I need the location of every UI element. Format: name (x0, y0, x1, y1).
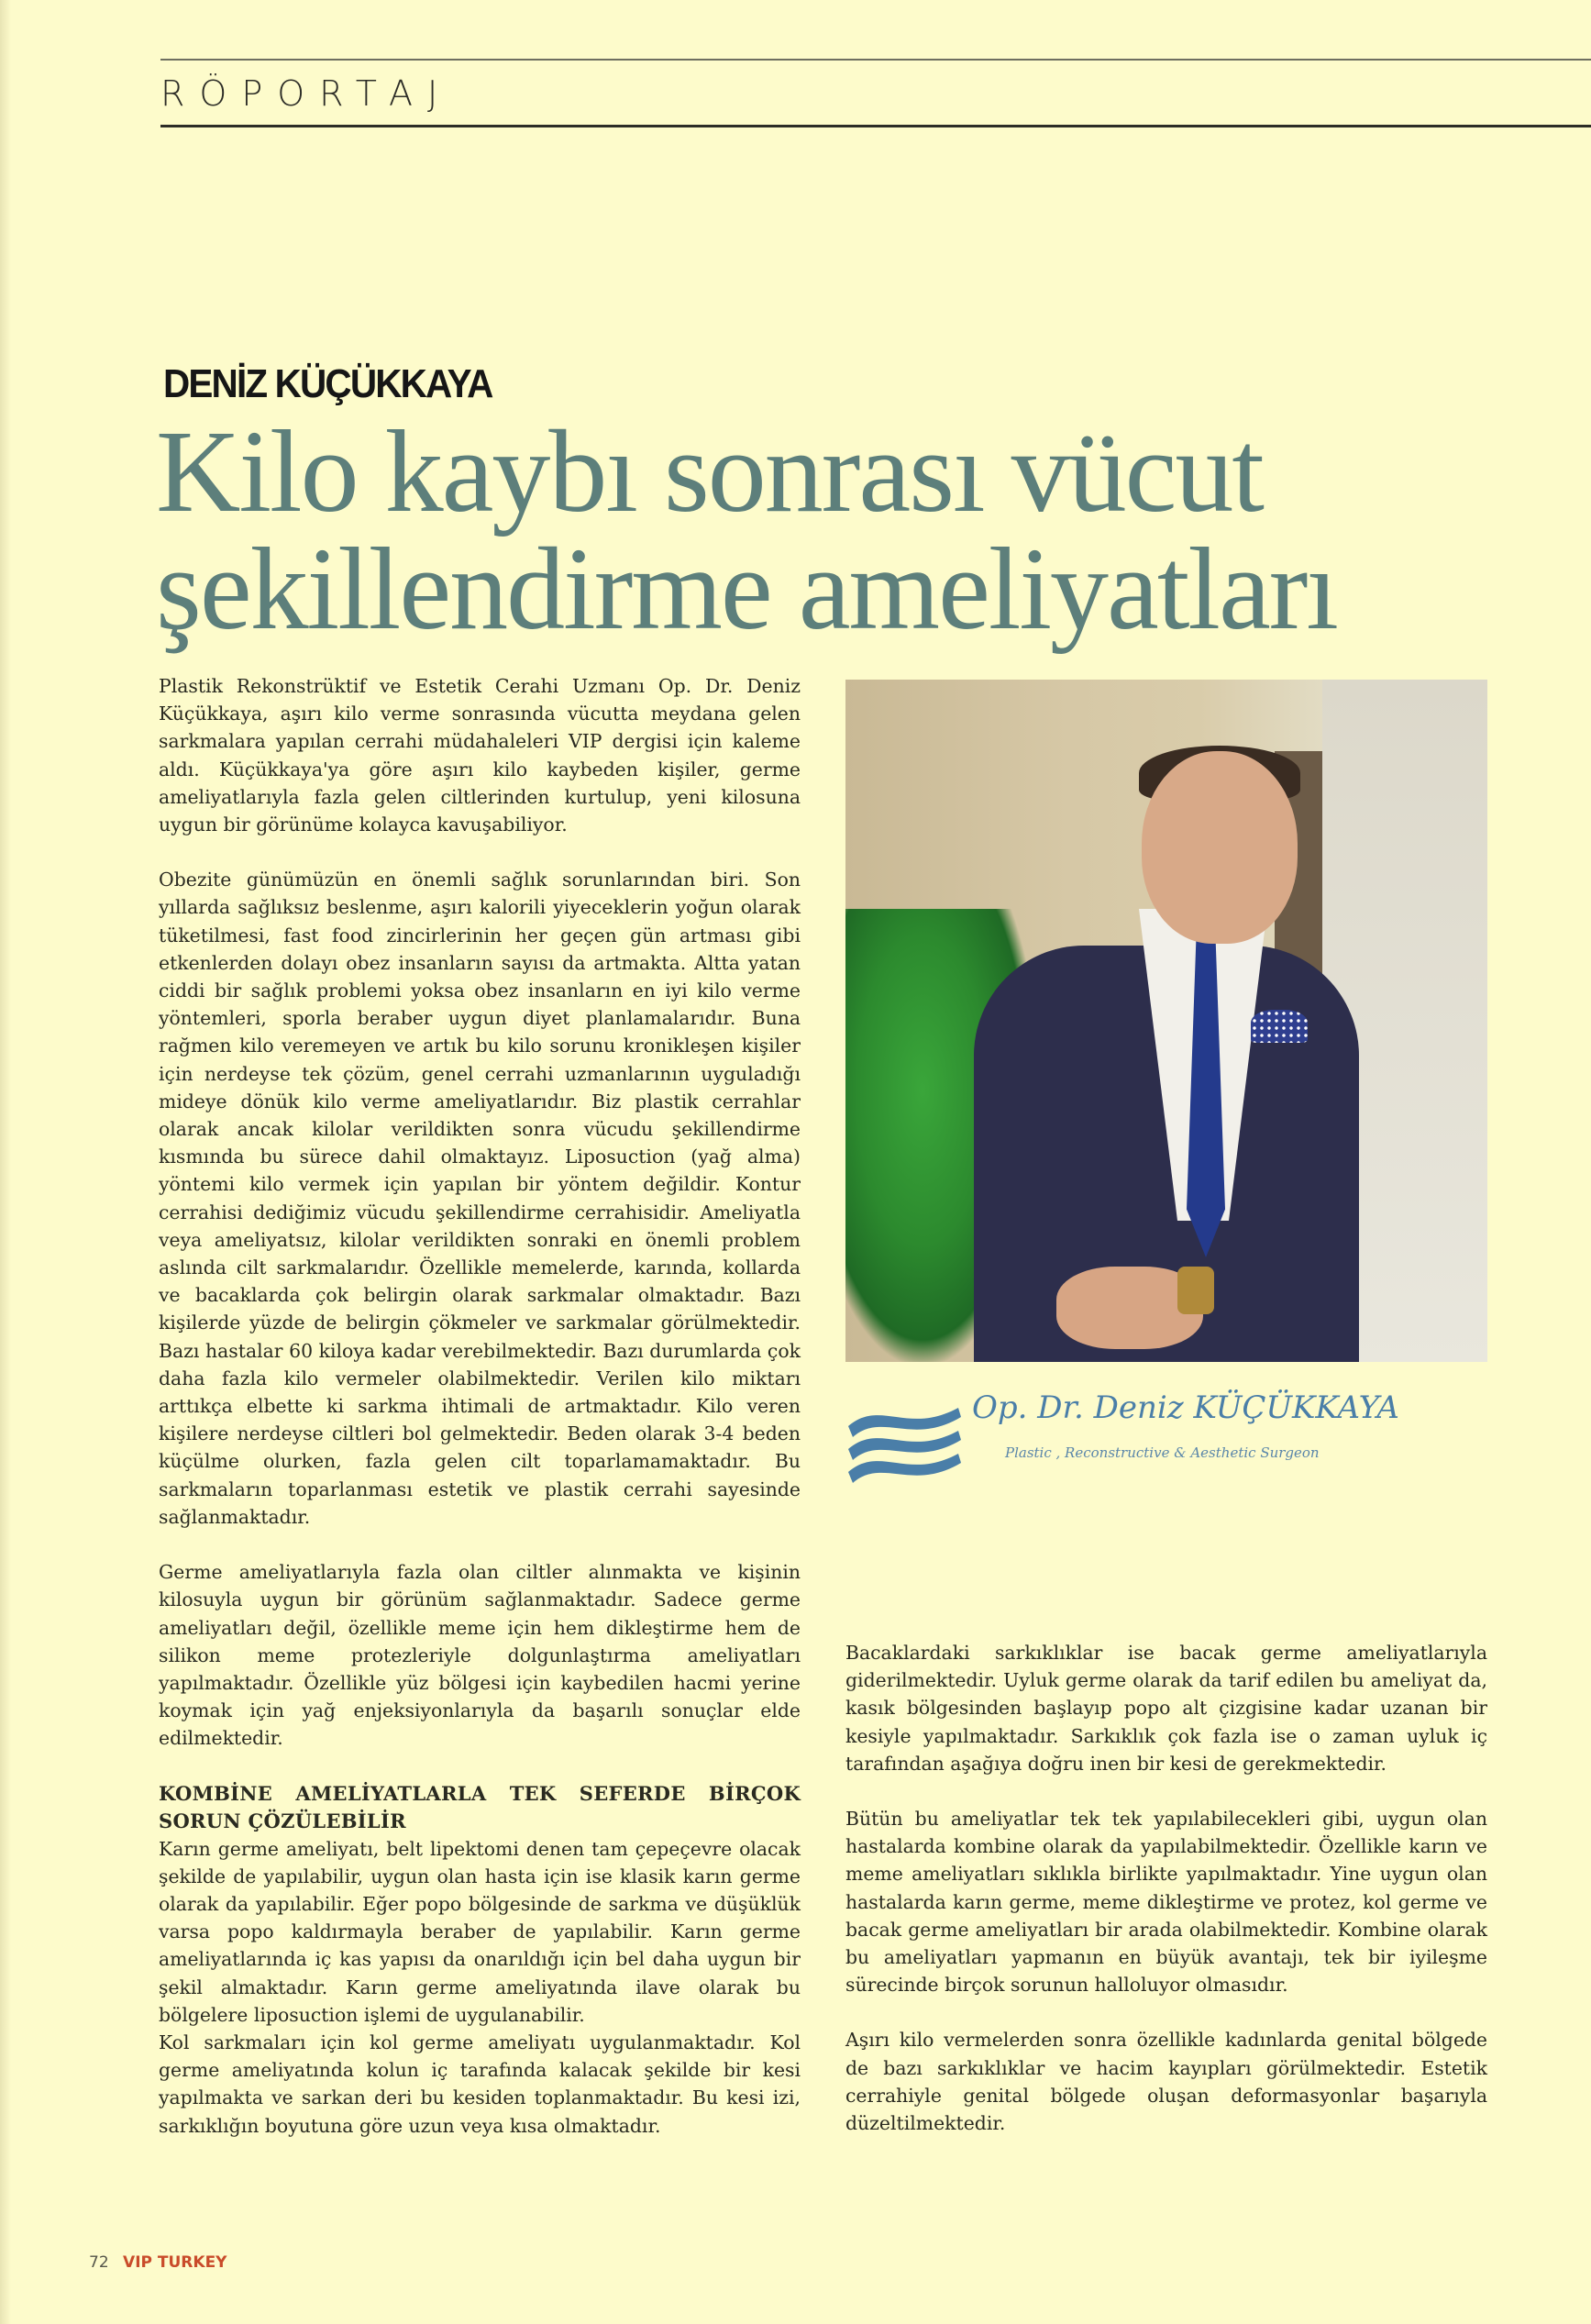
page-number: 72 (89, 2253, 109, 2272)
photo-pocket-square (1251, 1010, 1308, 1043)
logo-subtitle: Plastic , Reconstructive & Aesthetic Surgeon (1005, 1444, 1320, 1461)
photo-head (1142, 751, 1298, 944)
author-kicker: DENİZ KÜÇÜKKAYA (163, 361, 492, 406)
body-paragraph: Obezite günümüzün en önemli sağlık sorunlarından biri. Son yıllarda sağlıksız beslenme, aşırı kalorili yiyeceklerin yoğun olarak tüketilmesi, fast food zincirlerinin her geçen gün artması gibi etkenlerden dolayı obez insanların sayısı da artmakta. Altta yatan ciddi bir sağlık problemi yoksa obez insanların en iyi kilo verme yöntemleri, sporla beraber uygun diyet planlamalarıdır. Buna rağmen kilo veremeyen ve artık bu kilo sorunu kronikleşen kişiler için nerdeyse tek çözüm, genel cerrahi uzmanlarının uyguladığı mideye dönük kilo verme ameliyatlarıdır. Biz plastik cerrahlar olarak ancak kilolar verildikten sonra vücudu şekillendirme kısmında bu sürece dahil olmaktayız. Liposuction (yağ alma) yöntemi kilo vermek için yapılan bir yöntem değildir. Kontur cerrahisi dediğimiz vücudu şekillendirme cerrahisidir. Ameliyatla veya ameliyatsız, kilolar verildikten sonraki en önemli problem aslında cilt sarkmalarıdır. Özellikle memelerde, karında, kollarda ve bacaklarda çok belirgin olarak sarkmalar olmaktadır. Bazı kişilerde yüzde de belirgin çökmeler ve sarkmalar görülmektedir. Bazı hastalar 60 kiloya kadar verebilmektedir. Bazı durumlarda çok daha fazla kilo vermeler olabilmektedir. Verilen kilo miktarı arttıkça elbette ki sarkma ihtimali de artmaktadır. Kilo veren kişilere nerdeyse ciltleri bol gelmektedir. Beden olarak 3-4 beden küçülme olurken, fazla gelen cilt toparlamamaktadır. Bu sarkmaların toparlanması estetik ve plastik cerrahi sayesinde sağlanmaktadır. (159, 869, 801, 1528)
wave-logo-icon (844, 1389, 972, 1495)
body-paragraph: Aşırı kilo vermelerden sonra özellikle kadınlarda genital bölgede de bazı sarkıklıklar ve hacim kayıpları görülmektedir. Estetik cerrahiyle genital bölgede oluşan deformasyonlar başarıyla düzeltilmektedir. (845, 2029, 1487, 2135)
right-column (845, 1639, 1487, 2164)
body-paragraph: Kol sarkmaları için kol germe ameliyatı uygulanmaktadır. Kol germe ameliyatında kolun iç tarafında kalacak şekilde bir kesi yapılmakta ve sarkan deri bu kesiden toplanmaktadır. Bu kesi izi, sarkıklığın boyutuna göre uzun veya kısa olmaktadır. (159, 2031, 801, 2137)
photo-watch (1177, 1267, 1214, 1314)
headline (156, 406, 1550, 654)
body-paragraph: Bacaklardaki sarkıklıklar ise bacak germe ameliyatlarıyla giderilmektedir. Uyluk germe olarak da tarif edilen bu ameliyat da, kasık bölgesinden başlayıp popo alt çizgisine kadar uzanan bir kesiyle yapılmaktadır. Sarkıklık çok fazla ise o zaman uyluk iç tarafından aşağıya doğru inen bir kesi de gerekmektedir. (845, 1642, 1487, 1775)
page-footer (89, 2253, 227, 2272)
lead-paragraph: Plastik Rekonstrüktif ve Estetik Cerahi Uzmanı Op. Dr. Deniz Küçükkaya, aşırı kilo verme sonrasında vücutta meydana gelen sarkmalara yapılan cerrahi müdahaleleri VIP dergisi için kaleme aldı. Küçükkaya'ya göre aşırı kilo kaybeden kişiler, germe ameliyatlarıyla fazla gelen ciltlerinden kurtulup, yeni kilosuna uygun bir görünüme kolayca kavuşabiliyor. (159, 675, 801, 836)
magazine-name: VIP TURKEY (123, 2253, 227, 2272)
doctor-logo (844, 1389, 1504, 1495)
header-rule-top (160, 59, 1591, 61)
body-paragraph: Karın germe ameliyatı, belt lipektomi denen tam çepeçevre olacak şekilde de yapılabilir, uygun olan hasta için ise klasik karın germe olarak da yapılabilir. Eğer popo bölgesinde de sarkma ve düşüklük varsa popo kaldırmayla beraber de yapılabilir. Karın germe ameliyatlarında iç kas yapısı da onarıldığı için bel daha uygun bir şekil almaktadır. Karın germe ameliyatında ilave olarak bu bölgelere liposuction işlemi de uygulanabilir. (159, 1837, 801, 2026)
page-edge (0, 0, 11, 2324)
left-column (159, 672, 801, 2140)
headline-line: şekillendirme ameliyatları (156, 524, 1337, 654)
section-label: RÖPORTAJ (160, 73, 453, 114)
body-paragraph: Bütün bu ameliyatlar tek tek yapılabilecekleri gibi, uygun olan hastalarda kombine olarak da yapılabilmektedir. Özellikle karın ve meme ameliyatları sıklıkla birlikte yapılmaktadır. Yine uygun olan hastalarda karın germe, meme dikleştirme ve protez, kol germe ve bacak germe ameliyatları bir arada olabilmektedir. Kombine olarak bu ameliyatları yapmanın en büyük avantajı, tek bir iyileşme sürecinde birçok sorunun halloluyor olmasıdır. (845, 1808, 1487, 1997)
headline-line: Kilo kaybı sonrası vücut (156, 406, 1263, 537)
header-rule-bottom (160, 125, 1591, 127)
body-paragraph: Germe ameliyatlarıyla fazla olan ciltler alınmakta ve kişinin kilosuyla uygun bir görünüm sağlanmaktadır. Sadece germe ameliyatları değil, özellikle meme için hem dikleştirme hem de silikon meme protezleriyle dolgunlaştırma ameliyatları yapılmaktadır. Özellikle yüz bölgesi için kaybedilen hacmi yerine koymak için yağ enjeksiyonlarıyla da başarılı sonuçlar elde edilmektedir. (159, 1561, 801, 1750)
doctor-portrait-photo (845, 680, 1487, 1362)
subheading: KOMBİNE AMELİYATLARLA TEK SEFERDE BİRÇOK SORUN ÇÖZÜLEBİLİR (159, 1781, 801, 1832)
logo-name: Op. Dr. Deniz KÜÇÜKKAYA (972, 1389, 1399, 1426)
